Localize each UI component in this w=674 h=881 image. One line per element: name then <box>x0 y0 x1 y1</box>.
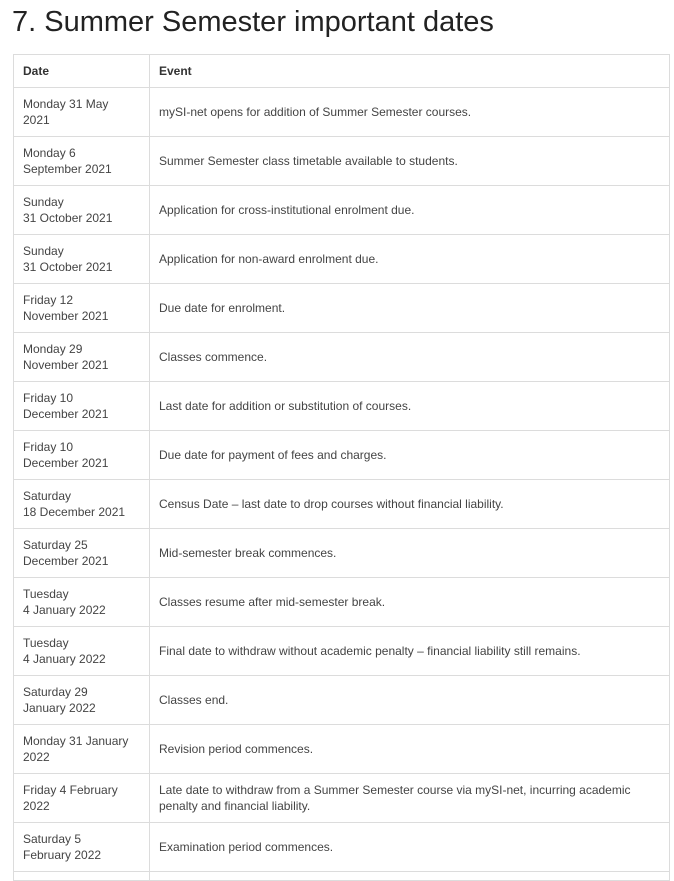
date-line-1: Saturday 25 <box>23 538 88 552</box>
date-line-2: 4 January 2022 <box>23 603 106 617</box>
event-cell: mySI-net opens for addition of Summer Semester courses. <box>150 88 670 137</box>
event-cell: Classes commence. <box>150 333 670 382</box>
date-line-2: 4 January 2022 <box>23 652 106 666</box>
date-cell <box>14 431 150 480</box>
event-cell: Due date for payment of fees and charges. <box>150 431 670 480</box>
date-line-2: 2022 <box>23 799 50 813</box>
date-line-1: Friday 10 <box>23 440 74 454</box>
table-row <box>14 774 670 823</box>
event-cell: Summer Semester class timetable available to students. <box>150 137 670 186</box>
table-row <box>14 88 670 137</box>
date-cell <box>14 774 150 823</box>
date-cell <box>14 284 150 333</box>
event-cell: Last date for addition or substitution of courses. <box>150 382 670 431</box>
event-cell: Final date to withdraw without academic penalty – financial liability still remains. <box>150 627 670 676</box>
table-row <box>14 725 670 774</box>
date-cell <box>14 480 150 529</box>
date-line-2: December 2021 <box>23 456 109 470</box>
event-cell: Late date to withdraw from a Summer Semester course via mySI-net, incurring academic penalty and financial liability. <box>150 774 670 823</box>
event-cell: Census Date – last date to drop courses without financial liability. <box>150 480 670 529</box>
table-row <box>14 431 670 480</box>
table-row <box>14 137 670 186</box>
event-cell <box>150 872 670 881</box>
date-cell <box>14 676 150 725</box>
date-line-2: 18 December 2021 <box>23 505 126 519</box>
date-line-2: December 2021 <box>23 554 109 568</box>
table-row-partial <box>14 872 670 881</box>
date-line-2: 2021 <box>23 113 50 127</box>
date-line-1: Friday 10 <box>23 391 74 405</box>
date-line-2: 31 October 2021 <box>23 211 113 225</box>
date-line-2: December 2021 <box>23 407 109 421</box>
date-cell <box>14 88 150 137</box>
date-cell <box>14 137 150 186</box>
table-row <box>14 235 670 284</box>
event-cell: Application for cross-institutional enrolment due. <box>150 186 670 235</box>
event-cell: Mid-semester break commences. <box>150 529 670 578</box>
date-cell <box>14 578 150 627</box>
table-row <box>14 529 670 578</box>
event-cell: Due date for enrolment. <box>150 284 670 333</box>
table-row <box>14 627 670 676</box>
date-cell <box>14 529 150 578</box>
date-line-1: Friday 12 <box>23 293 74 307</box>
important-dates-table <box>13 54 670 881</box>
date-line-1: Saturday 29 <box>23 685 88 699</box>
date-line-1: Sunday <box>23 244 64 258</box>
page-title: 7. Summer Semester important dates <box>12 6 494 38</box>
date-line-1: Tuesday <box>23 636 69 650</box>
date-cell <box>14 382 150 431</box>
date-line-1: Saturday <box>23 489 72 503</box>
table-row <box>14 333 670 382</box>
table-row <box>14 480 670 529</box>
table-row <box>14 284 670 333</box>
date-line-1: Monday 31 May <box>23 97 109 111</box>
event-cell: Classes resume after mid-semester break. <box>150 578 670 627</box>
date-cell <box>14 333 150 382</box>
date-line-1: Monday 6 <box>23 146 76 160</box>
event-cell: Classes end. <box>150 676 670 725</box>
table-row <box>14 186 670 235</box>
date-line-2: November 2021 <box>23 309 109 323</box>
date-cell <box>14 235 150 284</box>
date-line-1: Sunday <box>23 195 64 209</box>
date-cell <box>14 823 150 872</box>
table-row <box>14 823 670 872</box>
event-cell: Examination period commences. <box>150 823 670 872</box>
date-cell <box>14 186 150 235</box>
date-line-2: 2022 <box>23 750 50 764</box>
important-dates-table-container <box>13 54 669 881</box>
table-row <box>14 382 670 431</box>
event-cell: Revision period commences. <box>150 725 670 774</box>
date-line-1: Monday 31 January <box>23 734 129 748</box>
date-line-2: November 2021 <box>23 358 109 372</box>
date-cell <box>14 627 150 676</box>
table-header-row <box>14 55 670 88</box>
date-line-2: 31 October 2021 <box>23 260 113 274</box>
event-cell: Application for non-award enrolment due. <box>150 235 670 284</box>
date-line-1: Tuesday <box>23 587 69 601</box>
date-line-2: September 2021 <box>23 162 112 176</box>
table-row <box>14 676 670 725</box>
date-line-1: Friday 4 February <box>23 783 118 797</box>
date-column-header: Date <box>14 55 150 88</box>
date-line-2: February 2022 <box>23 848 102 862</box>
event-column-header: Event <box>150 55 670 88</box>
date-line-1: Saturday 5 <box>23 832 82 846</box>
date-cell <box>14 872 150 881</box>
date-line-2: January 2022 <box>23 701 96 715</box>
date-line-1: Monday 29 <box>23 342 83 356</box>
table-row <box>14 578 670 627</box>
date-cell <box>14 725 150 774</box>
